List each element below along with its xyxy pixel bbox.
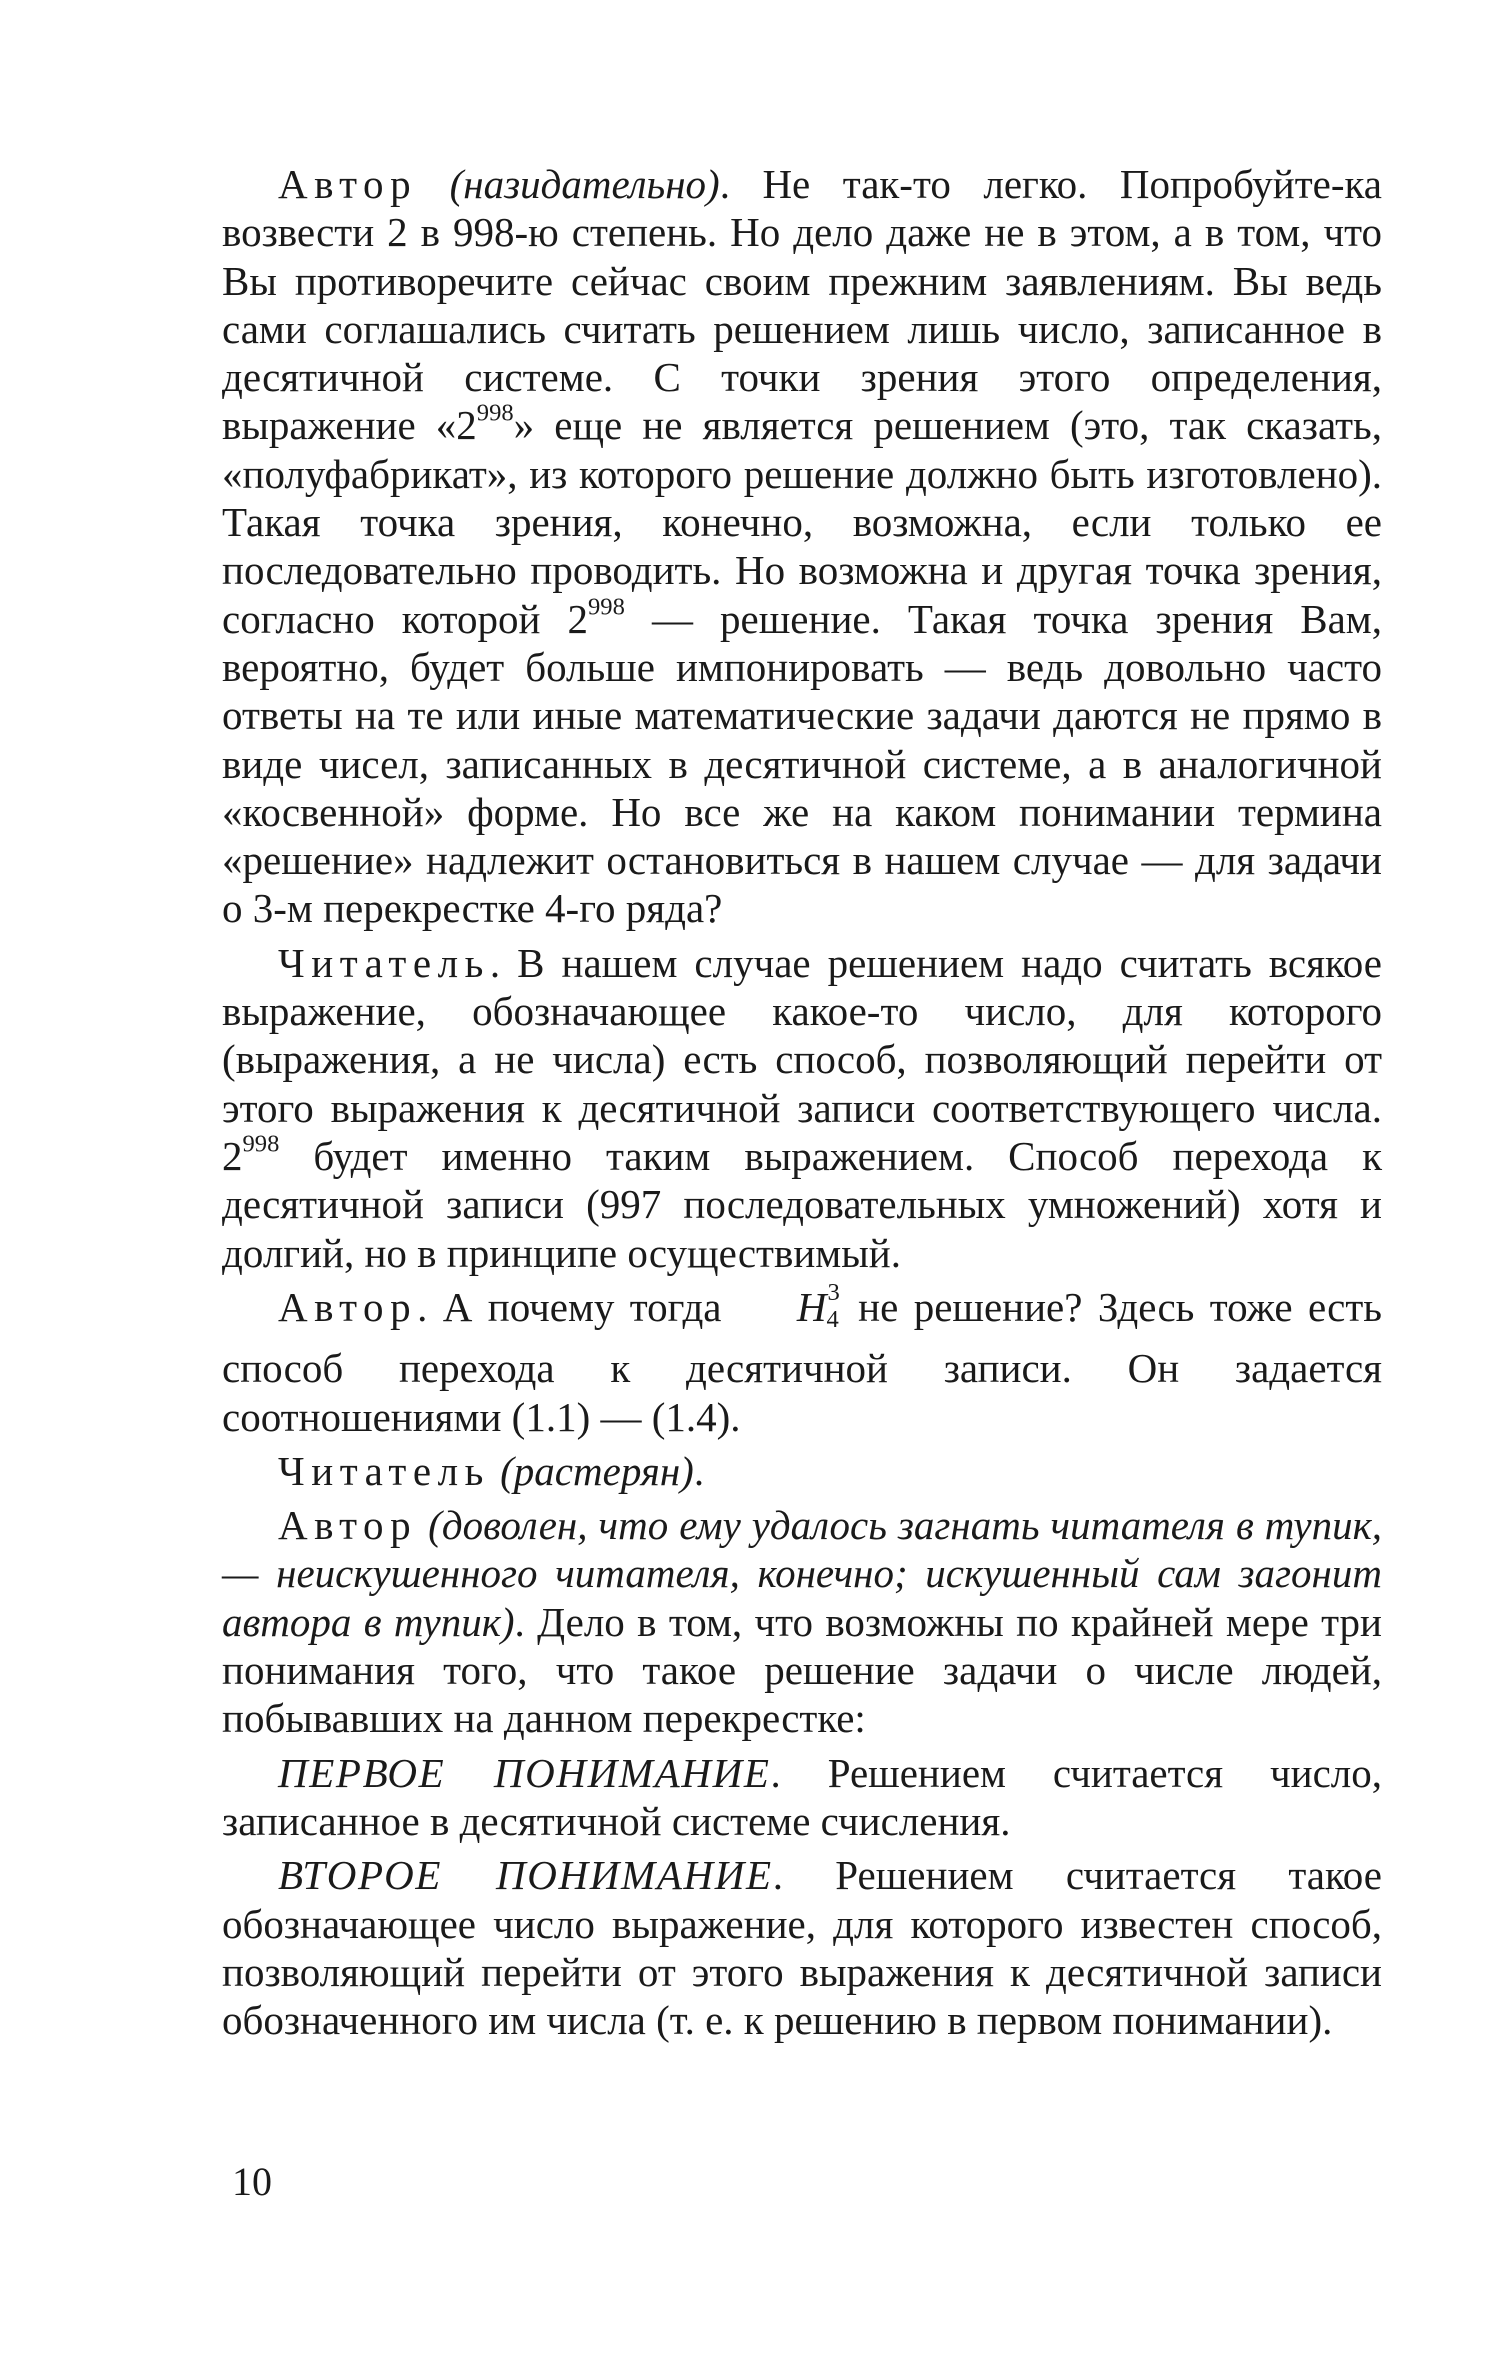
paragraph-text: » еще не является решением (это, так сказать, «полуфабрикат», из которого решение должно быть изготовлено). Такая точка зрения, конечно, возможна, если только ее последовательно проводить. Но возможна и другая точка зрения, согласно которой 2 bbox=[222, 402, 1382, 642]
paragraph-text: не решение? Здесь тоже есть способ перехода к десятичной записи. Он задается соотношениями (1.1) — (1.4). bbox=[222, 1283, 1382, 1440]
speaker-name: Автор bbox=[278, 1502, 418, 1549]
paragraph-author-2 bbox=[222, 1278, 1382, 1441]
paragraph-text: . Не так-то легко. Попробуйте-ка возвести 2 в 998-ю степень. Но дело даже не в этом, а в том, что Вы противоречите сейчас своим прежним заявлениям. Вы ведь сами соглашались считать решением лишь число, записанное в десятичной системе. С точки зрения этого определения, выражение «2 bbox=[222, 161, 1382, 449]
exponent: 998 bbox=[242, 1130, 280, 1158]
paragraph-text: — решение. Такая точка зрения Вам, вероятно, будет больше импонировать — ведь довольно часто ответы на те или иные математические задачи даются не прямо в виде чисел, записанных в десятичной системе, а в аналогичной «косвенной» форме. Но все же на каком понимании термина «решение» надлежит остановиться в нашем случае — для задачи о 3-м перекрестке 4-го ряда? bbox=[222, 595, 1382, 932]
paragraph-text: будет именно таким выражением. Способ перехода к десятичной записи (997 последовательных умножений) хотя и долгий, но в принципе осуществимый. bbox=[222, 1132, 1382, 1276]
variable-letter: H bbox=[796, 1283, 827, 1330]
paragraph-text: . Решением считается такое обозначающее число выражение, для которого известен способ, позволяющий перейти от этого выражения к десятичной записи обозначенного им числа (т. е. к решению в первом понимании). bbox=[222, 1852, 1383, 2044]
speaker-name: Автор bbox=[278, 161, 418, 207]
paragraph-second-understanding bbox=[222, 1851, 1382, 2044]
speaker-name: Читатель bbox=[278, 939, 490, 986]
paragraph-author-1 bbox=[222, 160, 1382, 933]
paragraph-reader-1 bbox=[222, 939, 1382, 1277]
page-number: 10 bbox=[232, 2159, 272, 2204]
paragraph-text: . В нашем случае решением надо считать всякое выражение, обозначающее какое-то число, для которого (выражения, а не числа) есть способ, позволяющий перейти от этого выражения к десятичной записи соответствующего числа. 2 bbox=[222, 939, 1382, 1179]
speaker-name: Читатель bbox=[278, 1447, 490, 1494]
stage-direction: (назидательно) bbox=[449, 161, 720, 207]
variable-subscript: 4 bbox=[826, 1305, 839, 1333]
section-heading: ВТОРОЕ ПОНИМАНИЕ bbox=[278, 1852, 773, 1899]
exponent: 998 bbox=[476, 400, 514, 428]
paragraph-text: . А почему тогда bbox=[417, 1283, 737, 1330]
paragraph-text: . Дело в том, что возможны по крайней мере три понимания того, что такое решение задачи о числе людей, побывавших на данном перекрестке: bbox=[222, 1598, 1382, 1742]
exponent: 998 bbox=[588, 593, 625, 621]
paragraph-first-understanding bbox=[222, 1749, 1382, 1846]
section-heading: ПЕРВОЕ ПОНИМАНИЕ bbox=[278, 1749, 771, 1796]
math-variable bbox=[741, 1278, 840, 1344]
stage-direction: (растерян) bbox=[500, 1447, 694, 1494]
paragraph-text: . Решением считается число, записанное в десятичной системе счисления. bbox=[222, 1749, 1382, 1844]
variable-superscript: 3 bbox=[827, 1278, 840, 1306]
paragraph-text: . bbox=[693, 1447, 705, 1494]
main-text bbox=[222, 160, 1382, 2050]
stage-direction: (доволен, что ему удалось загнать читателя в тупик, — неискушенного читателя, конечно; искушенный сам загонит автора в тупик) bbox=[222, 1502, 1383, 1645]
paragraph-author-3 bbox=[222, 1501, 1382, 1742]
speaker-name: Автор bbox=[278, 1283, 418, 1330]
paragraph-reader-2 bbox=[222, 1447, 1382, 1495]
